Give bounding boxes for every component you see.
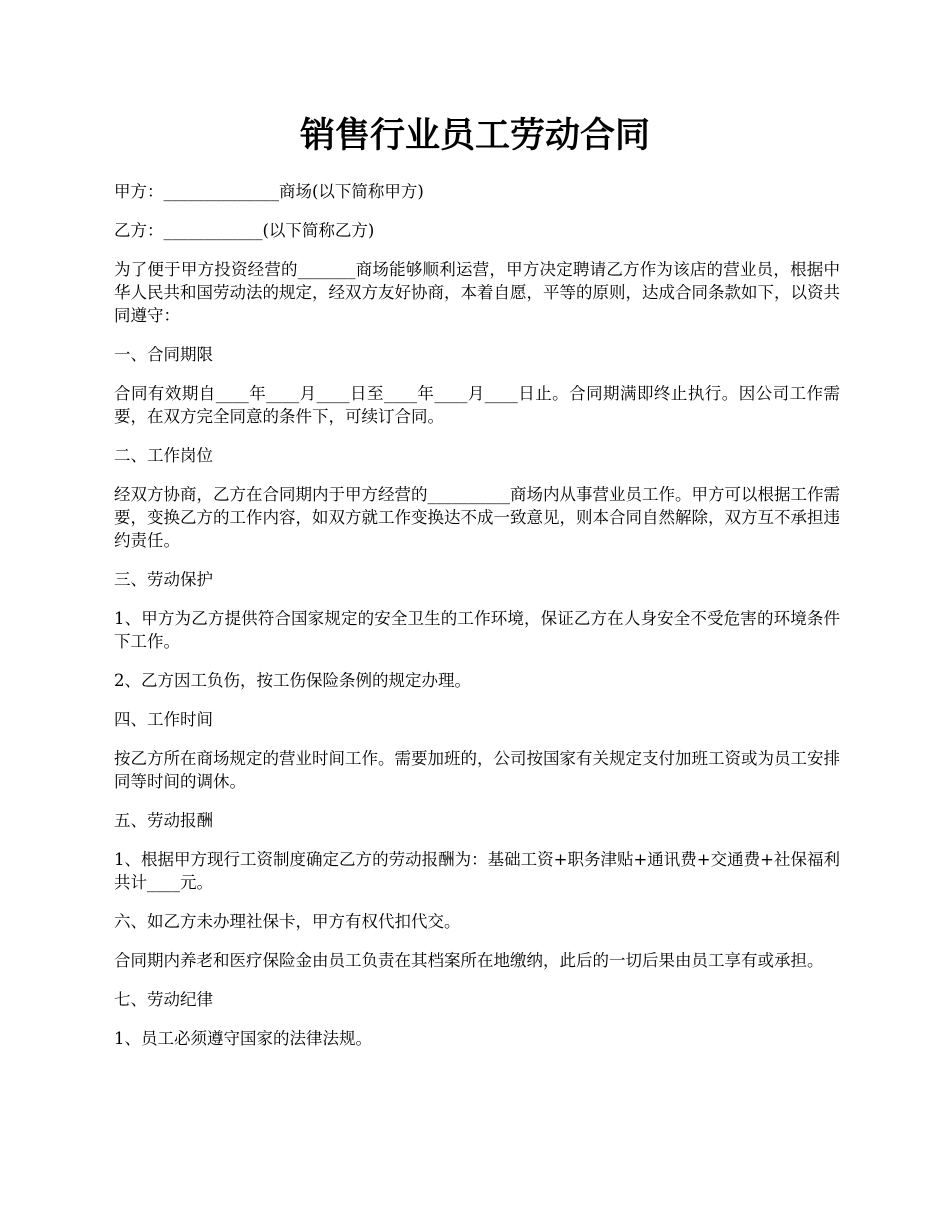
position-paragraph: 经双方协商，乙方在合同期内于甲方经营的__________商场内从事营业员工作。甲方可以根据工作需要，变换乙方的工作内容，如双方就工作变换达不成一致意见，则本合同自然解除，双方互不承担违约责任。 xyxy=(114,485,840,550)
section-heading-discipline: 七、劳动纪律 xyxy=(114,990,213,1009)
insurance-paragraph: 合同期内养老和医疗保险金由员工负责在其档案所在地缴纳，此后的一切后果由员工享有或承担。 xyxy=(114,951,824,970)
party-b-line: 乙方：____________(以下简称乙方) xyxy=(114,221,375,240)
protection-item-2: 2、乙方因工负伤，按工伤保险条例的规定办理。 xyxy=(114,671,471,690)
term-paragraph: 合同有效期自____年____月____日至____年____月____日止。合同期满即终止执行。因公司工作需要，在双方完全同意的条件下，可续订合同。 xyxy=(114,384,840,426)
document-title: 销售行业员工劳动合同 xyxy=(299,115,650,156)
section-heading-term: 一、合同期限 xyxy=(114,345,213,364)
pay-item-1: 1、根据甲方现行工资制度确定乙方的劳动报酬为：基础工资+职务津贴+通讯费+交通费+社保福利共计____元。 xyxy=(114,850,840,892)
section-heading-position: 二、工作岗位 xyxy=(114,446,213,465)
discipline-item-1: 1、员工必须遵守国家的法律法规。 xyxy=(114,1029,372,1048)
protection-item-1: 1、甲方为乙方提供符合国家规定的安全卫生的工作环境，保证乙方在人身安全不受危害的环境条件下工作。 xyxy=(114,609,840,651)
section-heading-protection: 三、劳动保护 xyxy=(114,570,213,589)
party-a-line: 甲方：______________商场(以下简称甲方) xyxy=(114,182,424,201)
section-heading-pay: 五、劳动报酬 xyxy=(114,811,213,830)
section-heading-hours: 四、工作时间 xyxy=(114,710,213,729)
section-heading-social-security: 六、如乙方未办理社保卡，甲方有权代扣代交。 xyxy=(114,912,461,931)
preamble-paragraph: 为了便于甲方投资经营的_______商场能够顺利运营，甲方决定聘请乙方作为该店的营业员，根据中华人民共和国劳动法的规定，经双方友好协商，本着自愿，平等的原则，达成合同条款如下，以资共同遵守： xyxy=(114,260,840,325)
hours-paragraph: 按乙方所在商场规定的营业时间工作。需要加班的，公司按国家有关规定支付加班工资或为员工安排同等时间的调休。 xyxy=(114,749,840,791)
document-body xyxy=(114,180,840,1066)
